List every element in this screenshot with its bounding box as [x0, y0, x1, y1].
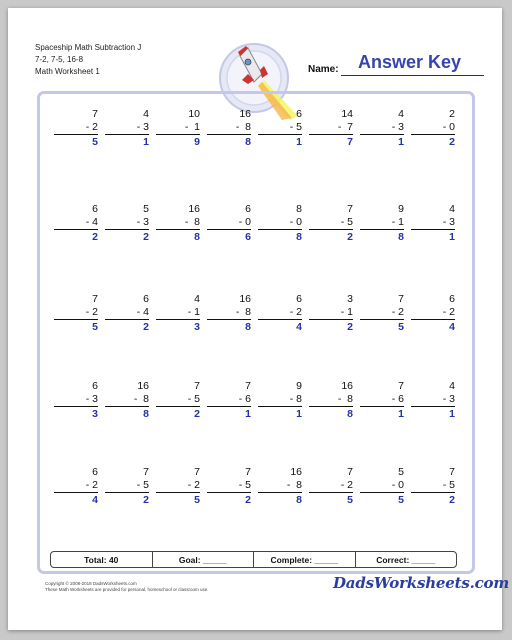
worksheet-number: Math Worksheet 1 — [35, 67, 100, 76]
subtrahend: - 8 — [309, 393, 353, 407]
subtraction-problem — [156, 466, 200, 510]
answer: 1 — [449, 231, 455, 243]
name-label: Name: — [308, 64, 339, 75]
subtrahend: - 4 — [54, 216, 98, 230]
answer: 8 — [296, 231, 302, 243]
subtrahend: - 2 — [54, 479, 98, 493]
subtrahend: - 0 — [258, 216, 302, 230]
minuend: 16 — [137, 380, 149, 392]
subtrahend: - 3 — [105, 216, 149, 230]
subtraction-problem — [309, 380, 353, 424]
subtrahend: - 2 — [309, 479, 353, 493]
worksheet-title: Spaceship Math Subtraction J — [35, 43, 142, 52]
answer: 8 — [398, 231, 404, 243]
subtrahend: - 6 — [207, 393, 251, 407]
minuend: 6 — [296, 108, 302, 120]
subtrahend: - 4 — [105, 306, 149, 320]
subtrahend: - 1 — [156, 121, 200, 135]
answer: 2 — [347, 231, 353, 243]
total-count: Total: 40 — [84, 554, 119, 565]
minuend: 7 — [194, 380, 200, 392]
subtraction-problem — [309, 293, 353, 337]
answer: 3 — [92, 408, 98, 420]
subtrahend: - 6 — [360, 393, 404, 407]
brand-logo: DadsWorksheets.com — [333, 574, 510, 592]
answer: 2 — [143, 321, 149, 333]
subtrahend: - 3 — [411, 393, 455, 407]
subtraction-problem — [360, 203, 404, 247]
name-field — [308, 52, 488, 76]
subtrahend: - 8 — [258, 393, 302, 407]
subtraction-problem — [258, 466, 302, 510]
minuend: 7 — [347, 466, 353, 478]
subtrahend: - 3 — [105, 121, 149, 135]
answer: 2 — [143, 231, 149, 243]
answer: 2 — [92, 231, 98, 243]
subtraction-problem — [54, 203, 98, 247]
subtraction-problem — [411, 466, 455, 510]
minuend: 6 — [296, 293, 302, 305]
minuend: 5 — [143, 203, 149, 215]
minuend: 10 — [188, 108, 200, 120]
subtrahend: - 0 — [360, 479, 404, 493]
subtrahend: - 5 — [258, 121, 302, 135]
subtraction-problem — [258, 108, 302, 152]
copyright-notice — [45, 581, 209, 593]
subtrahend: - 2 — [156, 479, 200, 493]
subtraction-problem — [258, 293, 302, 337]
answer: 9 — [194, 136, 200, 148]
subtrahend: - 5 — [105, 479, 149, 493]
answer: 7 — [347, 136, 353, 148]
answer: 1 — [296, 408, 302, 420]
minuend: 4 — [449, 380, 455, 392]
answer: 5 — [92, 136, 98, 148]
answer: 3 — [194, 321, 200, 333]
subtraction-problem — [207, 203, 251, 247]
subtrahend: - 1 — [360, 216, 404, 230]
answer: 2 — [449, 494, 455, 506]
subtrahend: - 8 — [258, 479, 302, 493]
subtrahend: - 7 — [309, 121, 353, 135]
subtrahend: - 8 — [156, 216, 200, 230]
answer: 8 — [245, 136, 251, 148]
worksheet-header — [35, 42, 141, 78]
subtrahend: - 3 — [54, 393, 98, 407]
minuend: 7 — [143, 466, 149, 478]
subtraction-problem — [258, 380, 302, 424]
answer: 1 — [449, 408, 455, 420]
answer: 1 — [398, 408, 404, 420]
answer: 1 — [296, 136, 302, 148]
subtrahend: - 1 — [309, 306, 353, 320]
subtraction-problem — [156, 380, 200, 424]
minuend: 6 — [245, 203, 251, 215]
answer-key-label: Answer Key — [358, 52, 462, 72]
subtrahend: - 5 — [309, 216, 353, 230]
answer: 4 — [449, 321, 455, 333]
minuend: 7 — [245, 380, 251, 392]
answer: 2 — [245, 494, 251, 506]
subtraction-problem — [156, 293, 200, 337]
goal-field: Goal: _____ — [152, 552, 254, 567]
subtraction-problem — [309, 466, 353, 510]
subtraction-problem — [411, 108, 455, 152]
subtraction-problem — [156, 203, 200, 247]
subtrahend: - 3 — [360, 121, 404, 135]
answer: 8 — [347, 408, 353, 420]
subtrahend: - 8 — [105, 393, 149, 407]
minuend: 16 — [188, 203, 200, 215]
subtrahend: - 8 — [207, 121, 251, 135]
subtraction-problem — [207, 466, 251, 510]
minuend: 8 — [296, 203, 302, 215]
answer: 2 — [143, 494, 149, 506]
minuend: 6 — [92, 466, 98, 478]
subtrahend: - 2 — [258, 306, 302, 320]
subtraction-problem — [105, 203, 149, 247]
minuend: 7 — [245, 466, 251, 478]
subtraction-problem — [54, 108, 98, 152]
minuend: 7 — [92, 293, 98, 305]
minuend: 7 — [92, 108, 98, 120]
subtraction-problem — [105, 380, 149, 424]
answer: 5 — [194, 494, 200, 506]
subtraction-problem — [360, 293, 404, 337]
minuend: 14 — [341, 108, 353, 120]
minuend: 2 — [449, 108, 455, 120]
subtraction-problem — [54, 293, 98, 337]
subtraction-problem — [360, 108, 404, 152]
answer: 5 — [92, 321, 98, 333]
answer: 6 — [245, 231, 251, 243]
answer: 8 — [194, 231, 200, 243]
minuend: 16 — [341, 380, 353, 392]
minuend: 4 — [194, 293, 200, 305]
minuend: 7 — [347, 203, 353, 215]
usage-notice: These Math Worksheets are provided for personal, homeschool or classroom use. — [45, 587, 209, 592]
answer: 8 — [245, 321, 251, 333]
subtraction-problem — [309, 203, 353, 247]
subtrahend: - 0 — [411, 121, 455, 135]
minuend: 6 — [92, 203, 98, 215]
subtraction-problem — [207, 293, 251, 337]
minuend: 9 — [398, 203, 404, 215]
answer: 5 — [398, 321, 404, 333]
subtrahend: - 2 — [54, 306, 98, 320]
subtrahend: - 8 — [207, 306, 251, 320]
subtraction-problem — [156, 108, 200, 152]
answer: 4 — [92, 494, 98, 506]
subtraction-problem — [258, 203, 302, 247]
minuend: 16 — [239, 293, 251, 305]
answer: 8 — [143, 408, 149, 420]
correct-field: Correct: _____ — [355, 552, 457, 567]
minuend: 6 — [449, 293, 455, 305]
subtraction-problem — [411, 380, 455, 424]
answer: 1 — [245, 408, 251, 420]
score-summary — [50, 551, 457, 568]
subtrahend: - 5 — [411, 479, 455, 493]
minuend: 7 — [194, 466, 200, 478]
subtraction-problem — [360, 380, 404, 424]
subtrahend: - 5 — [207, 479, 251, 493]
minuend: 16 — [239, 108, 251, 120]
answer: 5 — [398, 494, 404, 506]
subtrahend: - 2 — [360, 306, 404, 320]
subtraction-problem — [360, 466, 404, 510]
subtraction-problem — [207, 380, 251, 424]
subtrahend: - 5 — [156, 393, 200, 407]
minuend: 9 — [296, 380, 302, 392]
answer: 2 — [347, 321, 353, 333]
minuend: 7 — [398, 380, 404, 392]
answer: 4 — [296, 321, 302, 333]
minuend: 4 — [398, 108, 404, 120]
minuend: 16 — [290, 466, 302, 478]
subtraction-problem — [54, 380, 98, 424]
subtrahend: - 3 — [411, 216, 455, 230]
answer: 5 — [347, 494, 353, 506]
name-line — [341, 75, 484, 76]
answer: 2 — [449, 136, 455, 148]
minuend: 7 — [398, 293, 404, 305]
answer: 8 — [296, 494, 302, 506]
subtrahend: - 2 — [411, 306, 455, 320]
subtrahend: - 2 — [54, 121, 98, 135]
minuend: 3 — [347, 293, 353, 305]
minuend: 4 — [449, 203, 455, 215]
answer: 1 — [143, 136, 149, 148]
subtrahend: - 0 — [207, 216, 251, 230]
subtraction-problem — [105, 108, 149, 152]
worksheet-subtitle: 7-2, 7-5, 16-8 — [35, 55, 84, 64]
subtraction-problem — [105, 293, 149, 337]
subtraction-problem — [54, 466, 98, 510]
subtraction-problem — [411, 293, 455, 337]
minuend: 6 — [143, 293, 149, 305]
answer: 1 — [398, 136, 404, 148]
minuend: 7 — [449, 466, 455, 478]
minuend: 5 — [398, 466, 404, 478]
minuend: 6 — [92, 380, 98, 392]
subtraction-problem — [207, 108, 251, 152]
subtrahend: - 1 — [156, 306, 200, 320]
subtraction-problem — [411, 203, 455, 247]
subtraction-problem — [309, 108, 353, 152]
problems-frame — [37, 91, 475, 574]
subtraction-problem — [105, 466, 149, 510]
complete-field: Complete: _____ — [253, 552, 355, 567]
copyright-line: Copyright © 2008-2018 DadsWorksheets.com — [45, 581, 137, 586]
minuend: 4 — [143, 108, 149, 120]
answer: 2 — [194, 408, 200, 420]
